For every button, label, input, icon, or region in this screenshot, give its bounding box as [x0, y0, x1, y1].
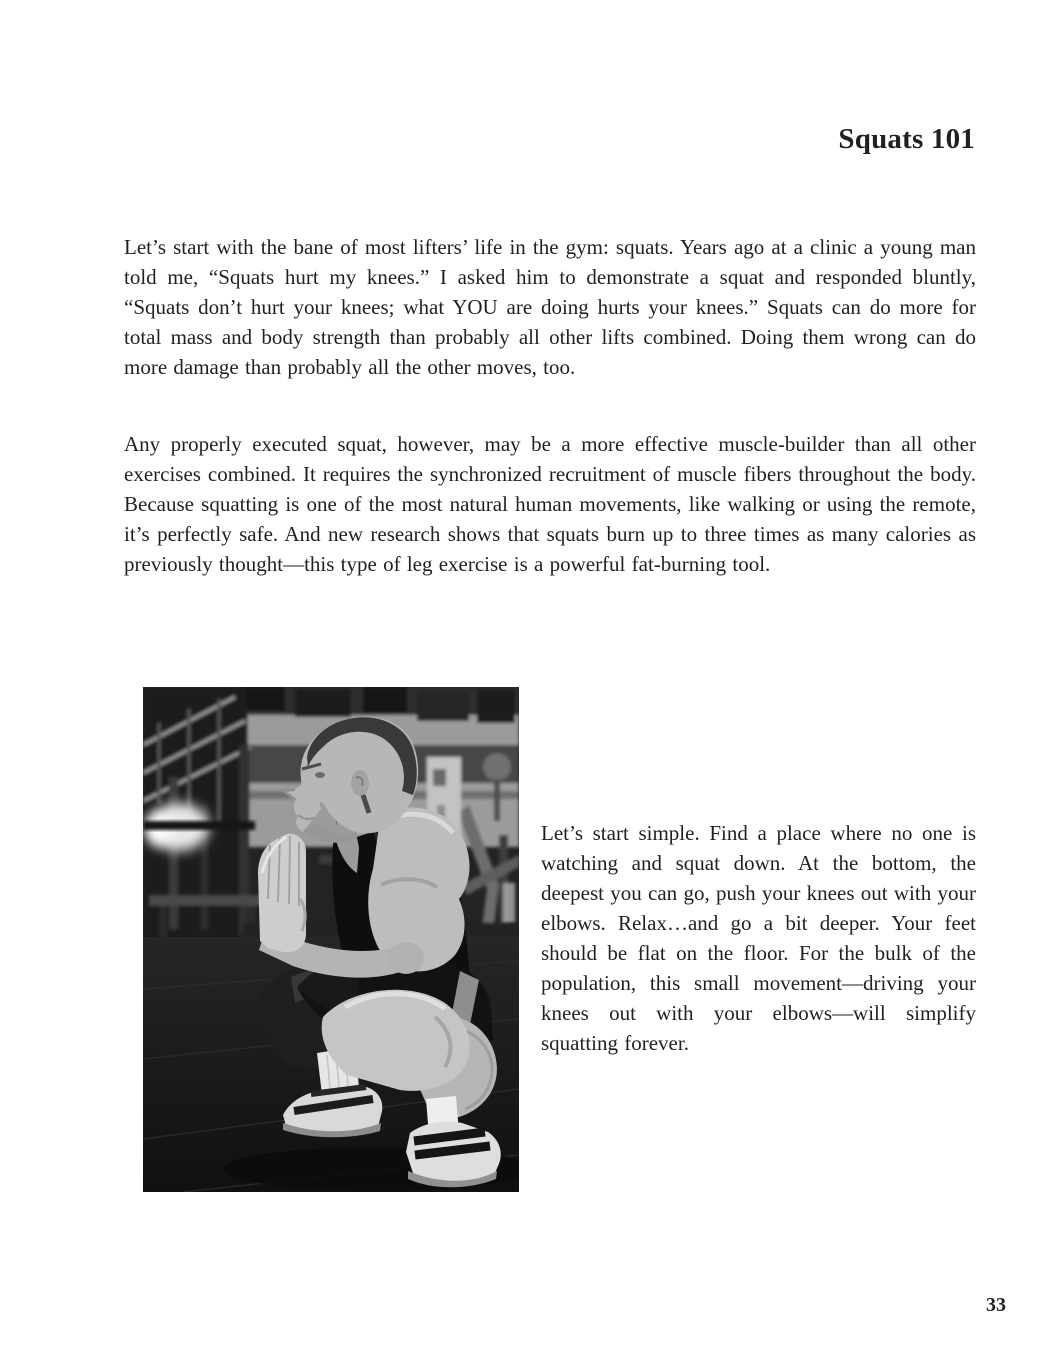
body-paragraph-1: Let’s start with the bane of most lifters’ life in the gym: squats. Years ago at a clinic a young man told me, “Squats hurt my knees.” I asked him to demonstrate a squat and responded bluntly, “Squats don’t hurt your knees; what YOU are doing hurts your knees.” Squats can do more for total mass and body strength than probably all other lifts combined. Doing them wrong can do more damage than probably all the other moves, too. — [124, 235, 976, 379]
page-number: 33 — [986, 1294, 1006, 1316]
squat-photo-illustration — [143, 687, 519, 1192]
squat-photo — [143, 687, 519, 1192]
page-title: Squats 101 — [838, 123, 975, 155]
figure-paragraph: Let’s start simple. Find a place where no one is watching and squat down. At the bottom, the deepest you can go, push your knees out with your elbows. Relax…and go a bit deeper. Your feet should be flat on the floor. For the bulk of the population, this small movement—driving your knees out with your elbows—will simplify squatting forever. — [541, 821, 976, 1055]
body-paragraph-2: Any properly executed squat, however, may be a more effective muscle-builder than all other exercises combined. It requires the synchronized recruitment of muscle fibers throughout the body. Because squatting is one of the most natural human movements, like walking or using the remote, it’s perfectly safe. And new research shows that squats burn up to three times as many calories as previously thought—this type of leg exercise is a powerful fat-burning tool. — [124, 432, 976, 576]
